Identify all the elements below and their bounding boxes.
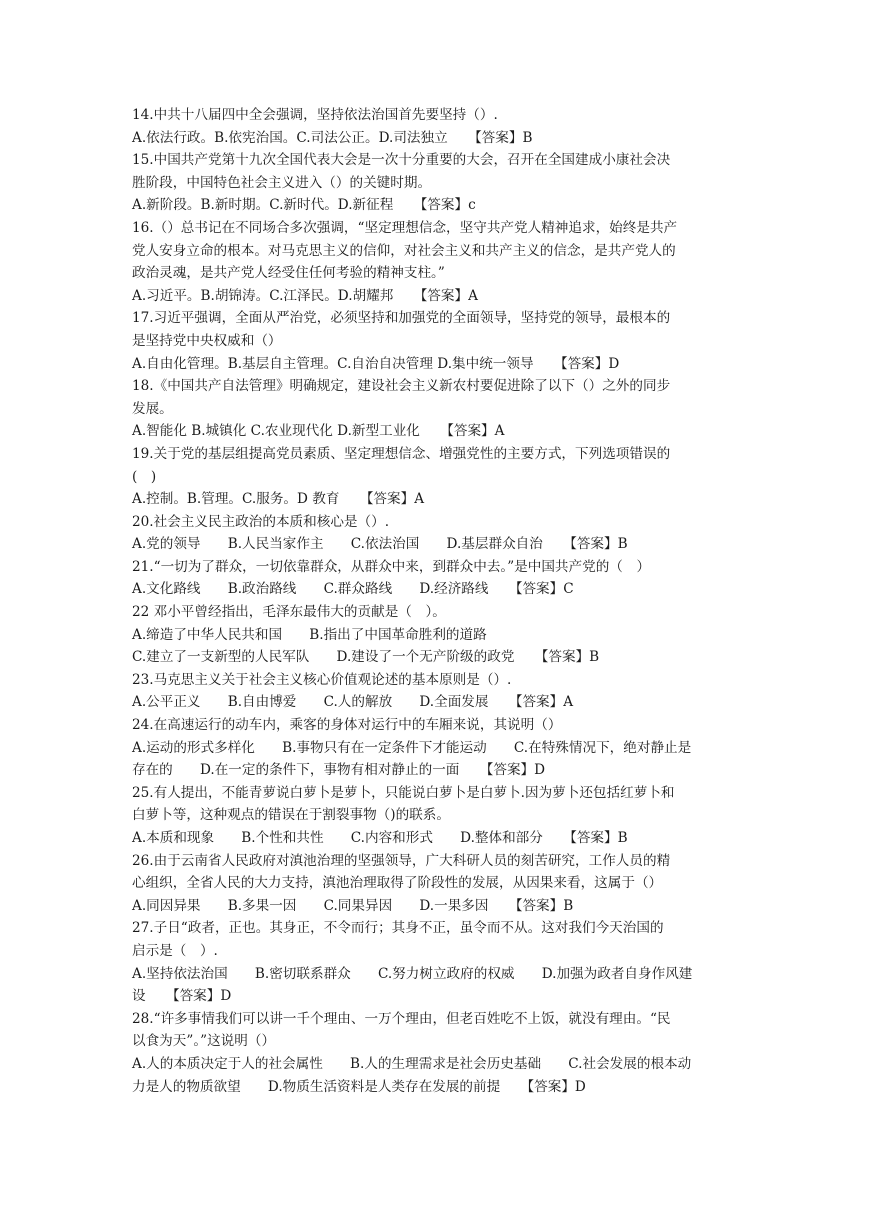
text-line: A.缔造了中华人民共和国 B.指出了中国革命胜利的道路 bbox=[132, 626, 487, 643]
answer-line: A.习近平。B.胡锦涛。C.江泽民。D.胡耀邦 【答案】A bbox=[132, 287, 478, 304]
text-line: 发展。 bbox=[132, 400, 173, 417]
text-line: 16.（）总书记在不同场合多次强调，“坚定理想信念，坚守共产党人精神追求，始终是共产 bbox=[132, 219, 678, 236]
answer-line: 设 【答案】D bbox=[132, 988, 232, 1005]
answer-line: A.公平正义 B.自由博爱 C.人的解放 D.全面发展 【答案】A bbox=[132, 694, 574, 711]
text-line: 启示是（ ）. bbox=[132, 942, 218, 959]
text-line: 以食为天”。”这说明（） bbox=[132, 1033, 276, 1050]
answer-line: A.本质和现象 B.个性和共性 C.内容和形式 D.整体和部分 【答案】B bbox=[132, 830, 628, 846]
answer-line: A.依法行政。B.依宪治国。C.司法公正。D.司法独立 【答案】B bbox=[132, 129, 533, 146]
answer-line: 存在的 D.在一定的条件下，事物有相对静止的一面 【答案】D bbox=[132, 762, 546, 779]
text-line: 党人安身立命的根本。对马克思主义的信仰，对社会主义和共产主义的信念，是共产党人的 bbox=[132, 242, 676, 259]
text-line: 15.中国共产党第十九次全国代表大会是一次十分重要的大会，召开在全国建成小康社会决 bbox=[132, 152, 671, 169]
text-line: 20.社会主义民主政治的本质和核心是（）. bbox=[132, 513, 390, 530]
text-line: 14.中共十八届四中全会强调，坚持依法治国首先要坚持（）. bbox=[132, 107, 498, 123]
text-line: 26.由于云南省人民政府对滇池治理的坚强领导，广大科研人员的刻苦研究，工作人员的精 bbox=[132, 852, 671, 869]
text-line: 胜阶段，中国特色社会主义进入（）的关键时期。 bbox=[132, 174, 432, 191]
answer-line: A.控制。B.管理。C.服务。D 教育 【答案】A bbox=[132, 491, 425, 508]
text-line: 白萝卜等，这种观点的错误在于割裂事物（)的联系。 bbox=[132, 807, 450, 824]
document-page bbox=[132, 104, 742, 1098]
text-line: 心组织，全省人民的大力支持，滇池治理取得了阶段性的发展，从因果来看，这属于（） bbox=[132, 875, 663, 892]
text-line: ( ) bbox=[132, 468, 157, 485]
text-line: 21.“一切为了群众，一切依靠群众，从群众中来，到群众中去。”是中国共产党的（ ） bbox=[132, 558, 651, 575]
text-line: 22 邓小平曾经指出，毛泽东最伟大的贡献是（ ）。 bbox=[132, 604, 446, 621]
answer-line: A.新阶段。B.新时期。C.新时代。D.新征程 【答案】c bbox=[132, 197, 476, 214]
text-line: 23.马克思主义关于社会主义核心价值观论述的基本原则是（）. bbox=[132, 671, 512, 688]
text-line: 是坚持党中央权威和（） bbox=[132, 332, 282, 349]
answer-line: A.党的领导 B.人民当家作主 C.依法治国 D.基层群众自治 【答案】B bbox=[132, 536, 628, 553]
text-line: 政治灵魂，是共产党人经受住任何考验的精神支柱。” bbox=[132, 265, 445, 282]
text-line: A.坚持依法治国 B.密切联系群众 C.努力树立政府的权威 D.加强为政者自身作风建 bbox=[132, 965, 693, 982]
answer-line: A.同因异果 B.多果一因 C.同果异因 D.一果多因 【答案】B bbox=[132, 897, 574, 914]
answer-line: 力是人的物质欲望 D.物质生活资料是人类存在发展的前提 【答案】D bbox=[132, 1078, 586, 1095]
text-line: A.运动的形式多样化 B.事物只有在一定条件下才能运动 C.在特殊情况下，绝对静止是 bbox=[132, 739, 692, 756]
text-line: A.人的本质决定于人的社会属性 B.人的生理需求是社会历史基础 C.社会发展的根本动 bbox=[132, 1055, 692, 1072]
answer-line: C.建立了一支新型的人民军队 D.建设了一个无产阶级的政党 【答案】B bbox=[132, 649, 600, 666]
text-line: 19.关于党的基层组提高党员素质、坚定理想信念、增强党性的主要方式，下列选项错误的 bbox=[132, 445, 671, 462]
answer-line: A.自由化管理。B.基层自主管理。C.自治自决管理 D.集中统一领导 【答案】D bbox=[132, 355, 620, 372]
text-line: 28.“许多事情我们可以讲一千个理由、一万个理由，但老百姓吃不上饭，就没有理由。“民 bbox=[132, 1010, 671, 1027]
answer-line: A.文化路线 B.政治路线 C.群众路线 D.经济路线 【答案】C bbox=[132, 581, 574, 598]
text-line: 18.《中国共产自法管理》明确规定，建设社会主义新农村要促进除了以下（）之外的同步 bbox=[132, 378, 671, 395]
text-line: 24.在高速运行的动车内，乘客的身体对运行中的车厢来说，其说明（） bbox=[132, 717, 562, 734]
text-line: 27.子日“政者，正也。其身正，不令而行；其身不正，虽令而不从。这对我们今天治国的 bbox=[132, 920, 664, 937]
text-line: 17.习近平强调，全面从严治党，必须坚持和加强党的全面领导，坚持党的领导，最根本的 bbox=[132, 310, 671, 327]
text-line: 25.有人提出，不能青萝说白萝卜是萝卜，只能说白萝卜是白萝卜.因为萝卜还包括红萝卜和 bbox=[132, 784, 675, 801]
answer-line: A.智能化 B.城镇化 C.农业现代化 D.新型工业化 【答案】A bbox=[132, 423, 505, 440]
